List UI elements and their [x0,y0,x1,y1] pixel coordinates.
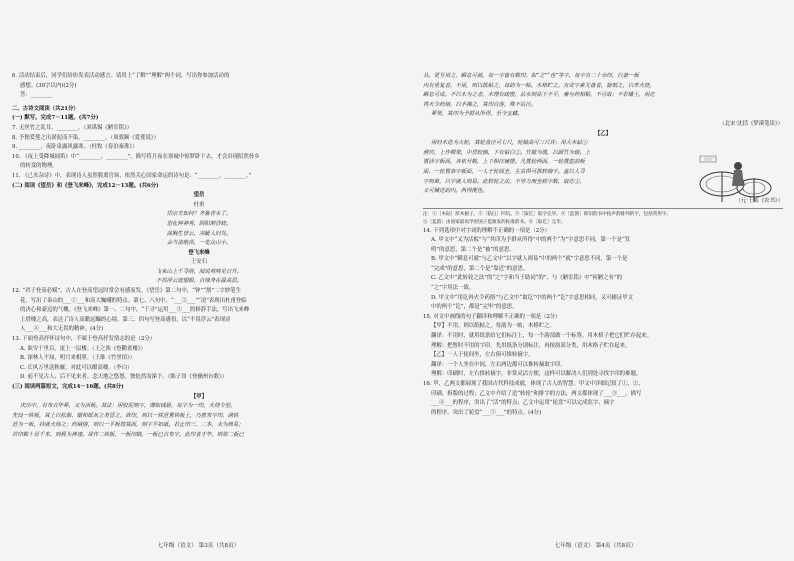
left-text-line: (三) 阅读两篇短文，完成14－16题。(共8分) [12,384,124,390]
left-text-line: 造化钟神秀，阴阳割昏晓。 [166,220,232,227]
left-text-line: C. 长风万里送秋雁，对此可以酣高楼。（李白） [20,364,133,371]
right-text-line: ⑤［监韵］由国家最高学府国子监颁发的标准韵书。⑥［取讫］完毕。 [423,219,566,225]
right-text-line: 凿窍，上作横架，中贯轮轴，下有钻臼②。竹破为篾，以圆竹为轴，上 [423,149,591,156]
right-text-line: 再火令药熔，以手拂之，其印自落，殊不沾污。 [423,101,537,108]
left-text-line: 6. 活动结束后，同学们纷纷发表活动感言。请用上“了解”“理解”两个词，写出你参加活动的 [12,73,230,79]
left-text-line: 感想。(30字以内)(2分) [20,82,77,89]
right-text-line: 理解：印刷时，左右推转摘字，非常灵活方便，这样可以解决人们到处寻找字印的难题。 [431,371,642,378]
right-text-line: （元·王祯《农书》） [735,197,783,204]
right-text-line: 14. 下列选项中对字词的理解不正确的一项是（2分） [423,227,550,234]
right-text-line: 印刷、拆版的过程；乙文中介绍了造“转轮”和排字的方法，两文都体现了___③___，描写 [431,390,642,397]
right-text-line: 瞬息可成。不以木为之者，木理有疏密，沾水则高下不平，兼与药相粘，不可取；不若燔土，用讫 [423,92,655,99]
left-text-line: 二、古诗文阅读（共21分） [12,105,79,112]
right-text-line: D. 甲文中“用讫再火令药熔”与乙文中“取讫”中的两个“讫”字意思相同，又可辅证甲文 [431,294,633,301]
left-text-line: 登飞来峰 [188,249,210,256]
left-text-line: 答：________ [20,92,53,99]
right-text-line: 用轻木造为大轮，其轮盘径可七尺，轮轴高可三尺许；用大木砧① [431,140,588,147]
left-text-line: 先设一铁板，其上以松脂、蜡和纸灰之类冒之。欲印，则以一铁范置铁板上，乃密布字印。满铁 [12,412,239,419]
right-text-line: 又可铺还韵内。两得便也。 [423,188,488,195]
left-text-line: 不畏浮云遮望眼，自缘身在最高层。 [155,278,243,285]
right-text-line: 内有重复者。不用，则以纸帖之，每韵为一帖，木格贮之。有奇字素无备者，旋刻之，以草火烧， [423,82,655,89]
left-text-line: B. 深林人不知，明月来相照。（王维《竹里馆》） [20,355,136,362]
right-text-line: （北宋·沈括《梦溪笔谈》） [719,120,783,127]
right-text-line: 理解：把暂时不用的字印，先用纸条分别标注，再按韵部分类，用木格子贮存起来。 [431,342,631,349]
right-text-line: 中的两个“讫”，都是“完毕”的意思。 [431,304,518,311]
right-text-line: 【乙】 [594,130,612,137]
right-text-line: A. 甲文中“又为活板”与“其印为予群从所得”中的两个“为”字意思不同，第一个是“发 [431,237,631,244]
right-text-line: 【甲】不用，则以纸帖之，每韵为一帖，木格贮之。 [431,323,555,330]
left-page-footer: 七年级（语文） 第3页（共8页） [157,543,240,549]
left-text-line: 上塔楼之高，表达了诗人高瞻远瞩的心境。第三、四句写登高感悟，以“不畏浮云”表现诗 [20,316,231,323]
left-text-line: 的决心和豪迈的气概。《登飞来峰》第一、二句中，“千寻”运用___③___的修辞手法，写出飞来峰 [20,307,250,314]
right-text-line: “之”字用法一致。 [431,285,475,292]
right-text-line: 置活字板面，各依号数，上下相次铺摆。凡置轮两面，一轮置监韵板 [423,159,585,166]
left-text-line: 岱宗夫如何？齐鲁青未了。 [166,211,232,218]
right-text-line: C. 乙文中“此转轮之法”的“之”字和当于助词“的”，与《陋室铭》中“何陋之有”的 [431,275,623,282]
left-text-line: 13. 下面登高抒怀诗句中，不属于登高抒发情志的是（2分） [12,336,156,343]
right-text-line: 【乙】一人于轮间坐，左右俱可推转摘字。 [431,352,534,359]
right-text-line: 16. 甲、乙两文都展现了我国古代科技成就，体现了古人的智慧。甲文中详细记叙了①、②、 [423,381,644,387]
left-text-line: A. 欲穷千里目，更上一层楼。（王之涣《登鹳雀楼》） [20,345,146,352]
right-text-line: 翻译：不用时，就用纸条给它们标注上，每一个韵部做一个标签，用木格子把它们贮存起来。 [431,333,653,340]
left-text-line: 会当凌绝顶，一览众山小。 [166,240,232,247]
left-text-line: 8. 予独爱莲之出淤泥而不染，________。（周敦颐《爱莲说》） [12,134,160,141]
right-text-line: 注：①［木砧］厚木板子。②［钻臼］凹坑。③［取讫］取字完毕。④［监韵］即旧韵书中按声韵排列的字，包括常用字。 [423,212,672,218]
left-column [12,72,386,441]
left-text-line: 望岳 [193,192,205,199]
left-text-line: 荡胸生曾云，决眦入归鸟。 [166,230,232,237]
left-text-line: D. 前不见古人，后不见来者。念天地之悠悠，独怆然而涕下。（陈子昂《登幽州台歌》） [20,374,228,381]
right-text-line: 具。更互用之，瞬息可就。每一字皆有数印，如“之”“也”等字，每字有二十余印，以备一板 [423,73,639,79]
left-text-line: 12. “君子登高必赋”，古人在登高望远时常会有感而发。《望岳》第二句中，“钟”“割”二字妙笔生 [12,288,241,295]
left-text-line: (二) 阅读《望岳》和《登飞来峰》，完成12－13题。(共6分) [12,182,159,189]
right-text-line: 明”的意思，第二个是“被”的意思。 [431,246,515,253]
left-text-line: 9. ________，夜卧泉露风露寒。（杜牧《春泊秦淮》） [12,144,138,151]
right-text-line: 昇死，其印为予群从所得，至今宝藏。 [431,111,523,118]
left-text-line: 人___④___和大无畏的精神。(4分) [20,326,104,333]
left-text-line: 的转变的物理。 [20,163,58,170]
rotating-type-wheel-illustration [696,148,774,210]
left-text-line: 花，写出了泰山的___①___和高大巍峨的特点。第七、八句中，“___②___”“凌”表现出杜甫登临 [20,297,247,304]
right-text-line: “完成”的意思，第二个是“靠近”的意思。 [431,265,529,272]
right-page-footer: 七年级（语文） 第4页（共8页） [554,543,637,549]
left-text-line: 若印数十百千本，则极为神速。常作二铁板，一板印刷，一板已自布字，此印者才毕，则第二板已 [12,431,244,438]
left-text-line: (一) 默写。完成7－11题。(共7分) [12,115,99,122]
left-text-line: 范为一板，持就火炀之；药稍熔，则以一平板按其面，则字平如砥。若止印三、二本，未为简易； [12,422,244,429]
left-text-line: 10. 《夜上受降城闻笛》中“________，________”，描写将月夜在塞城中惊梦卧下去，才会出现陪然怀乡 [12,153,260,160]
left-text-line: 庆历中，有布衣毕昇，又为活板。其法：用胶泥刻字，薄如钱唇，每字为一印，火烧令坚。 [20,403,236,410]
left-text-line: 【甲】 [190,393,208,400]
right-column [423,72,783,418]
right-text-line: 翻译：一个人坐在中间，左右两边都可以推转摘取字印。 [431,361,566,368]
right-text-line: ___④___的程序，突出了“活”的特点；乙文中运用“轮盘”可以完成监字、摘字 [431,400,615,407]
right-text-line: 15. 对文中画线的句子翻译和理解不正确的一项是（2分） [423,313,561,320]
right-text-line: 的程序，突出了轮盘“___⑤___”的特点。(4分) [431,409,542,416]
left-text-line: 飞来山上千寻塔，闻说鸡鸣见日升。 [155,268,243,275]
right-page [397,0,794,561]
left-text-line: 11. 《己亥杂诗》中，表现诗人虽然脱离官场，依然关心国家命运的诗句是：“________，________。” [12,172,252,179]
right-text-line: 字则难，以字就人则易。此转轮之法，不劳力而坐致字数，取讫③， [423,178,585,185]
right-text-line: 面，一轮置杂字板面，一人于轮间坐，左右俱可推转摘字。盖以人寻 [423,168,585,175]
left-text-line: 杜甫 [193,201,205,208]
left-text-line: 王安石 [190,259,208,266]
right-text-line: B. 甲文中“瞬息可就”与乙文中“以字就人则易”中的两个“就”字意思不同，第一个是 [431,256,628,263]
left-text-line: 7. 无丝竹之乱耳，________。（刘禹锡《陋室铭》） [12,124,133,131]
